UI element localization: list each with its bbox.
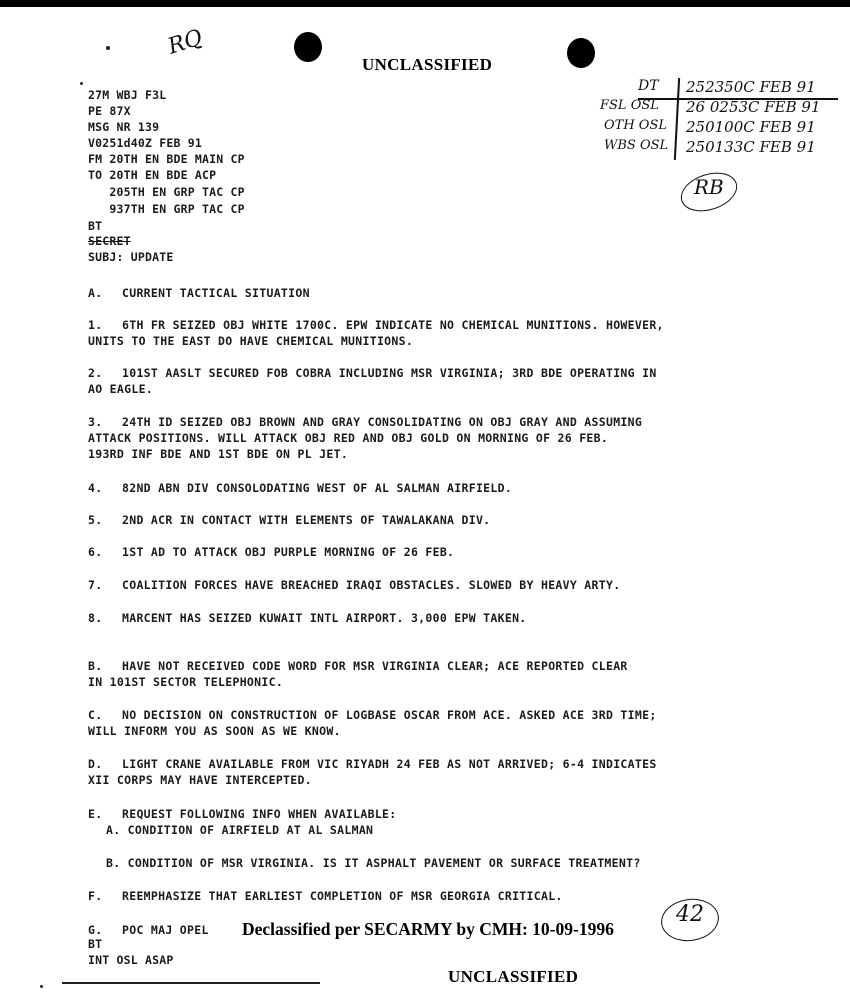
- paragraph-line: COALITION FORCES HAVE BREACHED IRAQI OBSTACLES. SLOWED BY HEAVY ARTY.: [122, 578, 621, 592]
- paragraph: [88, 285, 310, 301]
- punch-hole-left: [294, 32, 322, 62]
- msg-classification-struck: SECRET: [88, 234, 131, 248]
- paragraph-number: A.: [88, 286, 103, 300]
- paragraph-line: MARCENT HAS SEIZED KUWAIT INTL AIRPORT. 3,000 EPW TAKEN.: [122, 611, 527, 625]
- dtg-annotation-block: [598, 78, 843, 164]
- handwritten-mark: RQ: [164, 25, 206, 60]
- top-scan-border: [0, 0, 850, 7]
- paragraph-number: 7.: [88, 578, 103, 592]
- paragraph-line: 101ST AASLT SECURED FOB COBRA INCLUDING MSR VIRGINIA; 3RD BDE OPERATING IN: [122, 366, 657, 380]
- paragraph-line: LIGHT CRANE AVAILABLE FROM VIC RIYADH 24 FEB AS NOT ARRIVED; 6-4 INDICATES: [122, 757, 657, 771]
- paragraph-number: 6.: [88, 545, 103, 559]
- paragraph-line: 82ND ABN DIV CONSOLODATING WEST OF AL SALMAN AIRFIELD.: [122, 481, 513, 495]
- paragraph-line: 2ND ACR IN CONTACT WITH ELEMENTS OF TAWALAKANA DIV.: [122, 513, 491, 527]
- paragraph: [88, 365, 657, 397]
- dtg-row-value: 250100C FEB 91: [686, 118, 816, 136]
- paragraph: [88, 577, 620, 593]
- paragraph-number: G.: [88, 923, 103, 937]
- paragraph-number: E.: [88, 807, 103, 821]
- paragraph: [88, 610, 527, 626]
- paragraph-number: 2.: [88, 366, 103, 380]
- dtg-row-label: DT: [638, 78, 659, 94]
- initials: RB: [694, 175, 724, 199]
- paragraph-number: F.: [88, 889, 103, 903]
- paragraph-number: 4.: [88, 481, 103, 495]
- msg-header-line: FM 20TH EN BDE MAIN CP: [88, 152, 245, 166]
- declassification-stamp: Declassified per SECARMY by CMH: 10-09-1996: [242, 919, 614, 939]
- dtg-divider-vertical: [674, 78, 680, 160]
- paragraph-line: REQUEST FOLLOWING INFO WHEN AVAILABLE:: [122, 807, 397, 821]
- paragraph-line: B. CONDITION OF MSR VIRGINIA. IS IT ASPHALT PAVEMENT OR SURFACE TREATMENT?: [106, 856, 641, 870]
- paragraph-line: 6TH FR SEIZED OBJ WHITE 1700C. EPW INDICATE NO CHEMICAL MUNITIONS. HOWEVER,: [122, 318, 664, 332]
- paragraph-line: AO EAGLE.: [88, 382, 154, 396]
- paragraph-line: XII CORPS MAY HAVE INTERCEPTED.: [88, 773, 312, 787]
- paragraph: [88, 888, 563, 904]
- msg-header-line: V0251d40Z FEB 91: [88, 136, 202, 150]
- paragraph-line: 24TH ID SEIZED OBJ BROWN AND GRAY CONSOLIDATING ON OBJ GRAY AND ASSUMING: [122, 415, 643, 429]
- paragraph-line: UNITS TO THE EAST DO HAVE CHEMICAL MUNITIONS.: [88, 334, 414, 348]
- paragraph-number: 5.: [88, 513, 103, 527]
- paragraph-line: 1ST AD TO ATTACK OBJ PURPLE MORNING OF 26 FEB.: [122, 545, 455, 559]
- paragraph: [88, 756, 657, 788]
- paragraph-line: HAVE NOT RECEIVED CODE WORD FOR MSR VIRGINIA CLEAR; ACE REPORTED CLEAR: [122, 659, 628, 673]
- paragraph: [88, 317, 664, 349]
- paragraph: [88, 806, 397, 838]
- paragraph-line: POC MAJ OPEL: [122, 923, 209, 937]
- dtg-row-label: FSL OSL: [600, 98, 659, 113]
- scan-speck: [40, 985, 43, 988]
- paragraph-line: ATTACK POSITIONS. WILL ATTACK OBJ RED AND OBJ GOLD ON MORNING OF 26 FEB.: [88, 431, 609, 445]
- msg-header-line: MSG NR 139: [88, 120, 160, 134]
- msg-header-line: 205TH EN GRP TAC CP: [88, 185, 245, 199]
- bottom-scan-edge: [62, 982, 320, 993]
- page-mark: 42: [676, 902, 704, 927]
- paragraph: [88, 480, 512, 496]
- paragraph: [88, 544, 454, 560]
- paragraph-line: WILL INFORM YOU AS SOON AS WE KNOW.: [88, 724, 341, 738]
- msg-header-line: BT: [88, 219, 103, 233]
- msg-closing: INT OSL ASAP: [88, 953, 174, 967]
- paragraph: [88, 512, 490, 528]
- dtg-row-label: OTH OSL: [604, 118, 667, 133]
- dtg-row-value: 26 0253C FEB 91: [686, 98, 821, 116]
- paragraph-number: C.: [88, 708, 103, 722]
- dtg-row-value: 250133C FEB 91: [686, 138, 816, 156]
- paragraph: [88, 414, 642, 462]
- paragraph-line: 193RD INF BDE AND 1ST BDE ON PL JET.: [88, 447, 349, 461]
- paragraph: [106, 855, 641, 871]
- classification-top: UNCLASSIFIED: [362, 55, 493, 74]
- paragraph-number: 1.: [88, 318, 103, 332]
- paragraph-line: CURRENT TACTICAL SITUATION: [122, 286, 310, 300]
- paragraph: [88, 922, 209, 938]
- dtg-row-label: WBS OSL: [604, 138, 669, 153]
- paragraph-number: 3.: [88, 415, 103, 429]
- msg-header-line: 27M WBJ F3L: [88, 88, 167, 102]
- paragraph-line: IN 101ST SECTOR TELEPHONIC.: [88, 675, 284, 689]
- scan-speck: [80, 82, 83, 85]
- dtg-row-value: 252350C FEB 91: [686, 78, 816, 96]
- paragraph-number: 8.: [88, 611, 103, 625]
- punch-hole-right: [567, 38, 595, 68]
- classification-bottom: UNCLASSIFIED: [448, 967, 579, 986]
- scan-speck: [106, 46, 110, 50]
- paragraph: [88, 658, 628, 690]
- msg-subject: SUBJ: UPDATE: [88, 250, 174, 264]
- msg-bt: BT: [88, 937, 103, 951]
- paragraph-number: B.: [88, 659, 103, 673]
- msg-header-line: PE 87X: [88, 104, 131, 118]
- paragraph-line: NO DECISION ON CONSTRUCTION OF LOGBASE OSCAR FROM ACE. ASKED ACE 3RD TIME;: [122, 708, 657, 722]
- paragraph-number: D.: [88, 757, 103, 771]
- msg-header-line: 937TH EN GRP TAC CP: [88, 202, 245, 216]
- paragraph: [88, 707, 657, 739]
- msg-header-line: TO 20TH EN BDE ACP: [88, 168, 217, 182]
- paragraph-subline: A. CONDITION OF AIRFIELD AT AL SALMAN: [106, 823, 374, 837]
- paragraph-line: REEMPHASIZE THAT EARLIEST COMPLETION OF MSR GEORGIA CRITICAL.: [122, 889, 563, 903]
